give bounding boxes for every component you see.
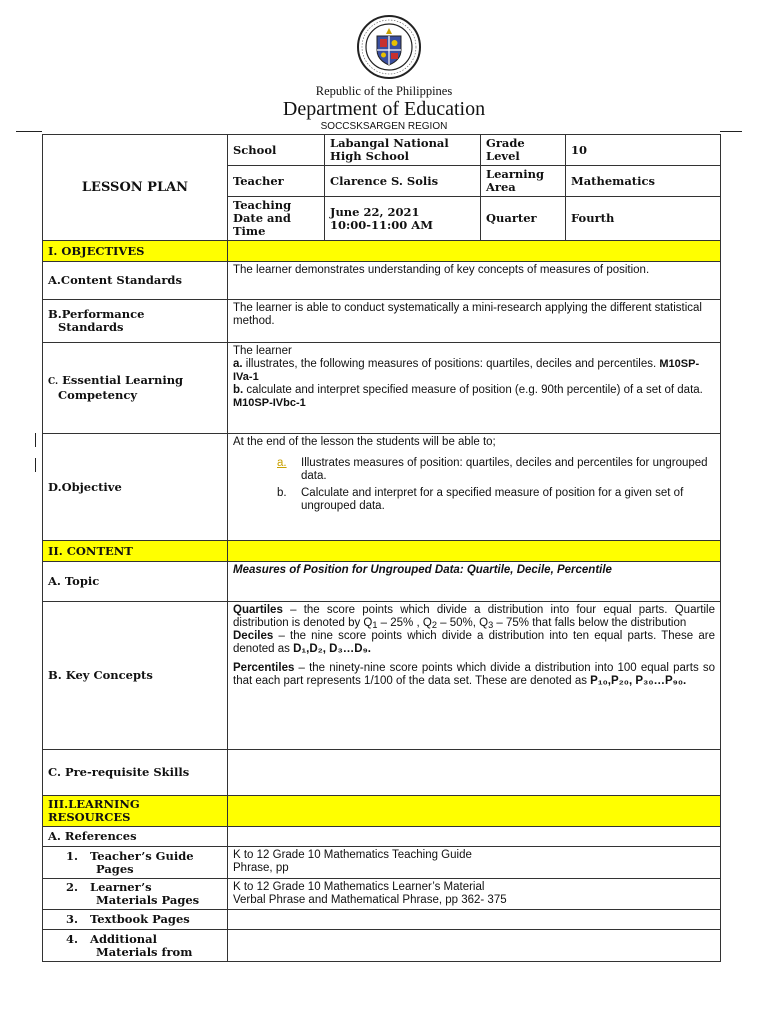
learners-materials-label <box>43 879 228 910</box>
objectives-section-row <box>43 241 721 262</box>
teachers-guide-label <box>43 847 228 879</box>
competency-a-code: M10SP-IVa-1 <box>233 358 700 383</box>
learning-area-label: Learning Area <box>481 166 566 197</box>
item1-label-b: Pages <box>96 861 134 876</box>
department-heading: Department of Education <box>282 98 486 120</box>
objective-row <box>43 434 721 541</box>
objective-list-item <box>233 457 715 483</box>
prerequisite-row <box>43 750 721 796</box>
objective-b-text: Calculate and interpret for a specified measure of position for a given set of ungrouped data. <box>301 487 684 512</box>
date-time-value <box>325 197 481 241</box>
item2-label-a: Learner’s <box>90 880 152 894</box>
deciles-text: – the nine score points which divide a distribution into ten equal parts. These are denoted as <box>233 630 715 655</box>
deped-seal-icon <box>356 14 422 80</box>
content-heading-fill <box>228 541 721 562</box>
references-text <box>228 827 721 847</box>
objective-list <box>233 457 715 513</box>
additional-materials-row <box>43 930 721 962</box>
prerequisite-text <box>228 750 721 796</box>
quartiles-paragraph <box>233 604 715 630</box>
competency-intro: The learner <box>233 345 292 357</box>
date-label: Teaching Date and Time <box>228 197 325 241</box>
item4-label-a: Additional <box>90 931 157 946</box>
key-concepts-text <box>228 602 721 750</box>
objective-text <box>228 434 721 541</box>
lesson-plan-table <box>42 134 721 962</box>
competency-text <box>228 343 721 434</box>
competency-b-text: calculate and interpret specified measure of position (e.g. 90th percentile) of a set of data. <box>243 384 703 396</box>
performance-standards-label <box>43 300 228 343</box>
q2-subscript: 2 <box>431 620 437 631</box>
additional-materials-label <box>43 930 228 962</box>
competency-label-line1: Essential Learning <box>62 373 184 387</box>
quarter-value: Fourth <box>566 197 721 241</box>
time-value: 10:00-11:00 AM <box>330 217 433 232</box>
additional-materials-label-line1 <box>48 933 222 946</box>
lesson-plan-title: LESSON PLAN <box>43 135 228 241</box>
learners-materials-text <box>228 879 721 910</box>
prerequisite-label: C. Pre-requisite Skills <box>43 750 228 796</box>
school-value: Labangal National High School <box>325 135 481 166</box>
additional-materials-text <box>228 930 721 962</box>
date-value: June 22, 2021 <box>330 204 420 219</box>
competency-prefix: C. <box>48 377 59 387</box>
item1-text-a: K to 12 Grade 10 Mathematics Teaching Guide <box>233 849 472 861</box>
topic-text: Measures of Position for Ungrouped Data: Quartile, Decile, Percentile <box>228 562 721 602</box>
competency-a-marker: a. <box>233 358 243 370</box>
learning-area-value: Mathematics <box>566 166 721 197</box>
topic-row <box>43 562 721 602</box>
deciles-term: Deciles <box>233 630 274 642</box>
objectives-heading-fill <box>228 241 721 262</box>
learners-materials-row <box>43 879 721 910</box>
teacher-label: Teacher <box>228 166 325 197</box>
content-standards-label: A.Content Standards <box>43 262 228 300</box>
republic-heading: Republic of the Philippines <box>315 84 453 98</box>
quartiles-term: Quartiles <box>233 604 283 616</box>
resources-heading-line1: III.LEARNING <box>48 797 140 811</box>
teachers-guide-row <box>43 847 721 879</box>
competency-b-code: M10SP-IVbc-1 <box>233 397 306 409</box>
info-row-school <box>43 135 721 166</box>
item3-label: Textbook Pages <box>90 912 190 926</box>
item4-label-b: Materials from <box>96 944 193 959</box>
deciles-paragraph <box>233 630 715 656</box>
competency-b-marker: b. <box>233 384 244 396</box>
q3-value: – 75% that falls below the distribution <box>493 617 687 629</box>
deciles-symbols: D₁,D₂, D₃…D₉. <box>293 643 371 655</box>
content-standards-text: The learner demonstrates understanding of key concepts of measures of position. <box>228 262 721 300</box>
topic-label: A. Topic <box>43 562 228 602</box>
textbook-label <box>43 910 228 930</box>
item2-label-b: Materials Pages <box>96 893 200 907</box>
objective-a-text: Illustrates measures of position: quartiles, deciles and percentiles for ungrouped data. <box>301 457 708 482</box>
textbook-label-line <box>48 913 222 926</box>
key-concepts-label: B. Key Concepts <box>43 602 228 750</box>
percentiles-term: Percentiles <box>233 662 295 674</box>
resources-heading <box>43 796 228 827</box>
edit-marker <box>35 433 36 447</box>
corner-mark-right <box>720 131 742 132</box>
competency-a-text: illustrates, the following measures of positions: quartiles, deciles and percentiles. <box>242 358 660 370</box>
resources-heading-line2: RESOURCES <box>48 810 131 824</box>
teachers-guide-label-line1 <box>48 850 222 863</box>
competency-label-line2: Competency <box>58 388 138 402</box>
key-concepts-row <box>43 602 721 750</box>
item2-text-b: Verbal Phrase and Mathematical Phrase, pp 362- 375 <box>233 894 507 906</box>
item1-text-b: Phrase, pp <box>233 862 289 874</box>
content-heading: II. CONTENT <box>43 541 228 562</box>
percentiles-paragraph <box>233 662 715 688</box>
corner-mark-left <box>16 131 42 132</box>
q1-value: – 25% , Q <box>377 617 432 629</box>
objectives-heading: I. OBJECTIVES <box>43 241 228 262</box>
item1-number: 1. <box>66 848 79 863</box>
objective-intro: At the end of the lesson the students will be able to; <box>233 436 496 448</box>
objective-label: D.Objective <box>43 434 228 541</box>
percentiles-text: – the ninety-nine score points which divide a distribution into 100 equal parts so that each part represents 1/100 of the data set. These are denoted as <box>233 662 715 687</box>
resources-heading-fill <box>228 796 721 827</box>
q3-subscript: 3 <box>488 620 494 631</box>
item2-number: 2. <box>66 880 79 894</box>
quartiles-text: – the score points which divide a distribution into four equal parts. Quartile distribution is denoted by Q <box>233 604 715 629</box>
item2-text-a: K to 12 Grade 10 Mathematics Learner’s Material <box>233 881 485 893</box>
item3-number: 3. <box>66 912 79 926</box>
performance-label-line1: B.Performance <box>48 307 145 321</box>
item1-label-a: Teacher’s Guide <box>90 848 194 863</box>
grade-value: 10 <box>566 135 721 166</box>
textbook-row <box>43 910 721 930</box>
grade-label: Grade Level <box>481 135 566 166</box>
item4-number: 4. <box>66 931 79 946</box>
teachers-guide-text <box>228 847 721 879</box>
percentiles-symbols: P₁₀,P₂₀, P₃₀…P₉₀. <box>590 675 687 687</box>
school-label: School <box>228 135 325 166</box>
objective-a-marker: a. <box>277 457 287 469</box>
competency-label <box>43 343 228 434</box>
resources-section-row <box>43 796 721 827</box>
competency-row <box>43 343 721 434</box>
performance-standards-text: The learner is able to conduct systematically a mini-research applying the different statistical method. <box>228 300 721 343</box>
q1-subscript: 1 <box>372 620 378 631</box>
objective-b-marker: b. <box>277 487 287 499</box>
q2-value: – 50%, Q <box>436 617 489 629</box>
textbook-text <box>228 910 721 930</box>
content-section-row <box>43 541 721 562</box>
edit-marker <box>35 458 36 472</box>
performance-label-line2: Standards <box>58 320 124 334</box>
references-label: A. References <box>43 827 228 847</box>
region-heading: SOCCSKSARGEN REGION <box>320 121 448 132</box>
objective-list-item <box>233 487 715 513</box>
performance-standards-row <box>43 300 721 343</box>
quarter-label: Quarter <box>481 197 566 241</box>
teacher-value: Clarence S. Solis <box>325 166 481 197</box>
references-row <box>43 827 721 847</box>
content-standards-row <box>43 262 721 300</box>
